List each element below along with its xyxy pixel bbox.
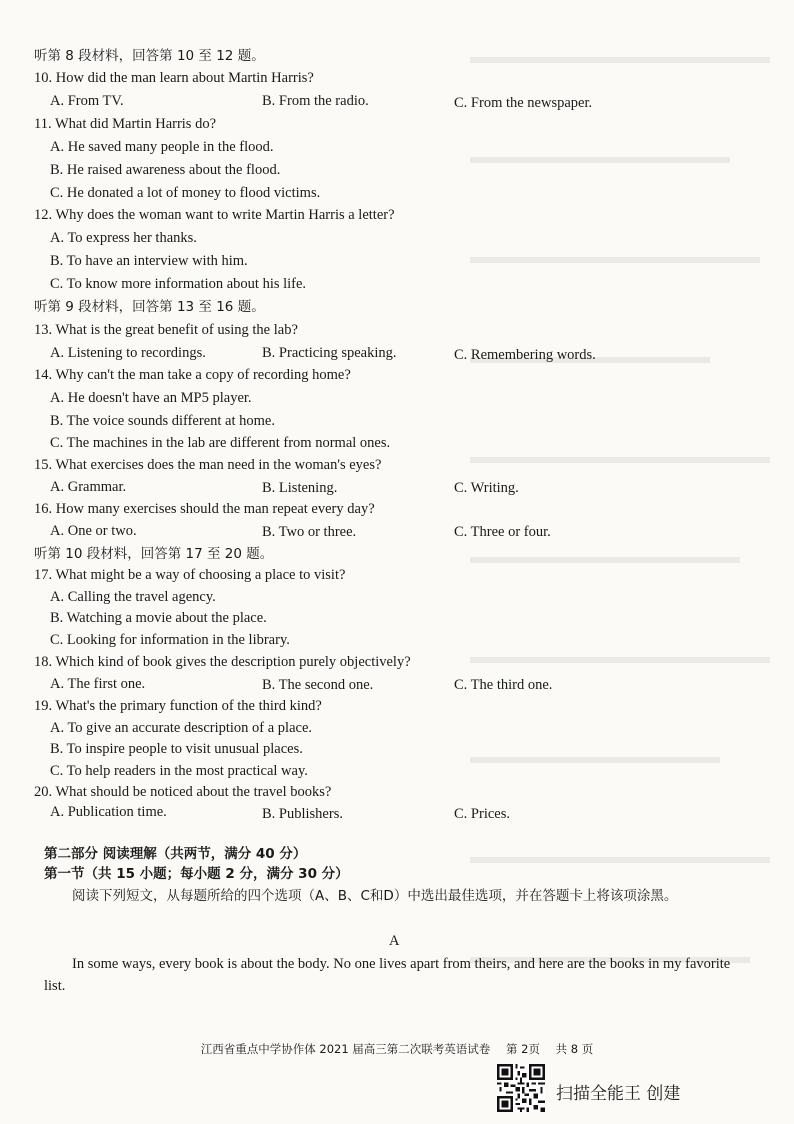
footer-page-number: 第 2页 [505, 1042, 540, 1056]
question-15: 15. What exercises does the man need in the woman's eyes? [34, 457, 382, 473]
question-20: 20. What should be noticed about the travel books? [34, 784, 332, 800]
q12-option-c: C. To know more information about his life. [50, 276, 307, 292]
q17-option-b: B. Watching a movie about the place. [50, 610, 267, 626]
q11-option-b: B. He raised awareness about the flood. [50, 162, 281, 178]
q19-option-a: A. To give an accurate description of a place. [50, 720, 313, 736]
reading-instruction: 阅读下列短文，从每题所给的四个选项（A、B、C和D）中选出最佳选项，并在答题卡上将该项涂黑。 [72, 888, 678, 904]
footer-total-pages: 共 8 页 [555, 1042, 594, 1056]
question-14: 14. Why can't the man take a copy of recording home? [34, 367, 351, 383]
q19-option-b: B. To inspire people to visit unusual places. [50, 741, 303, 757]
question-11: 11. What did Martin Harris do? [34, 116, 217, 132]
part-2-subtitle: 第一节（共 15 小题；每小题 2 分，满分 30 分） [44, 866, 349, 882]
passage-text: In some ways, every book is about the body. No one lives apart from theirs, and here are the books in my favorite list. [44, 956, 731, 994]
q18-option-c: C. The third one. [454, 677, 553, 693]
q13-option-c: C. Remembering words. [454, 347, 596, 363]
q16-option-a: A. One or two. [50, 523, 137, 539]
q18-option-b: B. The second one. [262, 677, 374, 693]
q20-option-c: C. Prices. [454, 806, 510, 822]
question-18: 18. Which kind of book gives the description purely objectively? [34, 654, 411, 670]
q14-option-b: B. The voice sounds different at home. [50, 413, 275, 429]
question-12: 12. Why does the woman want to write Martin Harris a letter? [34, 207, 395, 223]
q10-option-a: A. From TV. [50, 93, 124, 109]
q11-option-c: C. He donated a lot of money to flood victims. [50, 185, 321, 201]
q16-option-c: C. Three or four. [454, 524, 551, 540]
q18-option-a: A. The first one. [50, 676, 146, 692]
footer-exam-title: 江西省重点中学协作体 2021 届高三第二次联考英语试卷 [200, 1042, 491, 1056]
section-10-intro: 听第 10 段材料，回答第 17 至 20 题。 [34, 546, 274, 562]
qr-code-icon [497, 1064, 545, 1112]
question-16: 16. How many exercises should the man repeat every day? [34, 501, 375, 517]
page-footer [0, 1041, 794, 1057]
q17-option-c: C. Looking for information in the library. [50, 632, 290, 648]
passage-label: A [389, 933, 400, 949]
bleed-through-texture [470, 40, 770, 1000]
q13-option-b: B. Practicing speaking. [262, 345, 397, 361]
q13-option-a: A. Listening to recordings. [50, 345, 206, 361]
question-17: 17. What might be a way of choosing a place to visit? [34, 567, 346, 583]
q16-option-b: B. Two or three. [262, 524, 357, 540]
q15-option-b: B. Listening. [262, 480, 338, 496]
scanner-watermark-label: 扫描全能王 创建 [556, 1084, 681, 1104]
section-9-intro: 听第 9 段材料，回答第 13 至 16 题。 [34, 299, 265, 315]
q17-option-a: A. Calling the travel agency. [50, 589, 216, 605]
q19-option-c: C. To help readers in the most practical way. [50, 763, 308, 779]
q12-option-a: A. To express her thanks. [50, 230, 197, 246]
q10-option-c: C. From the newspaper. [454, 95, 593, 111]
q10-option-b: B. From the radio. [262, 93, 369, 109]
q14-option-a: A. He doesn't have an MP5 player. [50, 390, 252, 406]
q15-option-a: A. Grammar. [50, 479, 127, 495]
question-19: 19. What's the primary function of the third kind? [34, 698, 322, 714]
question-13: 13. What is the great benefit of using the lab? [34, 322, 298, 338]
part-2-title: 第二部分 阅读理解（共两节，满分 40 分） [44, 846, 307, 862]
q20-option-a: A. Publication time. [50, 804, 167, 820]
question-10: 10. How did the man learn about Martin Harris? [34, 70, 314, 86]
q14-option-c: C. The machines in the lab are different from normal ones. [50, 435, 391, 451]
q11-option-a: A. He saved many people in the flood. [50, 139, 274, 155]
q15-option-c: C. Writing. [454, 480, 519, 496]
q20-option-b: B. Publishers. [262, 806, 343, 822]
q12-option-b: B. To have an interview with him. [50, 253, 248, 269]
section-8-intro: 听第 8 段材料，回答第 10 至 12 题。 [34, 48, 265, 64]
